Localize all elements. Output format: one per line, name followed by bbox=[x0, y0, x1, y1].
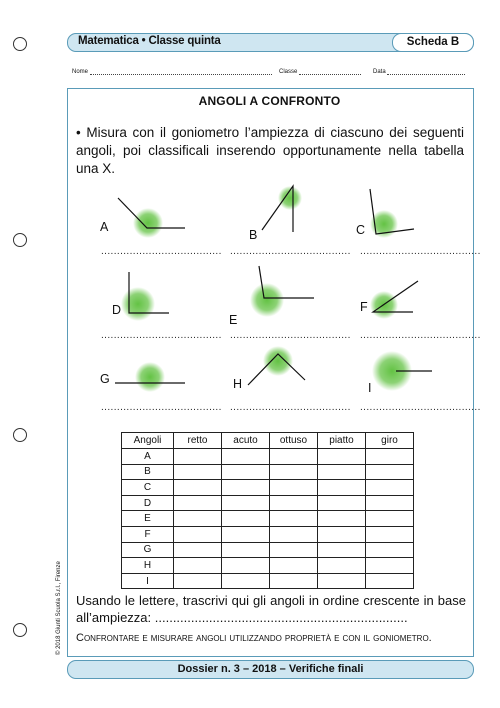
answer-cell[interactable] bbox=[174, 573, 222, 589]
answer-cell[interactable] bbox=[366, 542, 414, 558]
answer-cell[interactable] bbox=[318, 480, 366, 496]
angle-label: I bbox=[368, 381, 372, 395]
angle-h bbox=[248, 346, 305, 385]
answer-cell[interactable] bbox=[174, 480, 222, 496]
column-header: giro bbox=[366, 433, 414, 449]
table-row bbox=[122, 526, 414, 542]
answer-cell[interactable] bbox=[174, 464, 222, 480]
answer-cell[interactable] bbox=[366, 464, 414, 480]
instruction-text: • Misura con il goniometro l’ampiezza di ciascuno dei seguenti angoli, poi classificali inserendo opportunamente nella tabella una X. bbox=[76, 125, 464, 176]
row-label: G bbox=[122, 542, 174, 558]
table-row bbox=[122, 495, 414, 511]
table-row bbox=[122, 464, 414, 480]
angle-g bbox=[115, 362, 185, 392]
column-header: piatto bbox=[318, 433, 366, 449]
answer-cell[interactable] bbox=[270, 542, 318, 558]
nome-label: Nome bbox=[72, 69, 89, 75]
angle-a bbox=[118, 198, 185, 238]
answer-cell[interactable] bbox=[270, 558, 318, 574]
answer-cell[interactable] bbox=[222, 464, 270, 480]
data-label: Data bbox=[373, 69, 386, 75]
table-row bbox=[122, 542, 414, 558]
row-label: B bbox=[122, 464, 174, 480]
answer-cell[interactable] bbox=[270, 449, 318, 465]
angle-d bbox=[121, 272, 169, 321]
page-title: ANGOLI A CONFRONTO bbox=[198, 94, 341, 108]
row-label: E bbox=[122, 511, 174, 527]
answer-cell[interactable] bbox=[222, 573, 270, 589]
column-header: ottuso bbox=[270, 433, 318, 449]
table-header-row bbox=[122, 433, 414, 449]
copyright-text: © 2018 Giunti Scuola S.r.l., Firenze bbox=[56, 561, 62, 655]
angle-e bbox=[250, 266, 314, 317]
angle-f bbox=[370, 281, 418, 319]
answer-cell[interactable] bbox=[318, 542, 366, 558]
answer-cell[interactable] bbox=[366, 495, 414, 511]
answer-cell[interactable] bbox=[270, 495, 318, 511]
table-row bbox=[122, 480, 414, 496]
answer-cell[interactable] bbox=[366, 449, 414, 465]
scheda-label: Scheda B bbox=[392, 33, 474, 52]
answer-cell[interactable] bbox=[270, 573, 318, 589]
angle-label: C bbox=[356, 223, 366, 237]
answer-line[interactable]: ...................................... bbox=[230, 246, 351, 257]
row-label: F bbox=[122, 526, 174, 542]
answer-line[interactable]: ...................................... bbox=[101, 330, 222, 341]
angle-label: A bbox=[100, 220, 109, 234]
answer-cell[interactable] bbox=[174, 542, 222, 558]
angle-label: F bbox=[360, 300, 368, 314]
answer-cell[interactable] bbox=[318, 511, 366, 527]
answer-line[interactable]: ...................................... bbox=[360, 330, 481, 341]
answer-cell[interactable] bbox=[174, 449, 222, 465]
table-row bbox=[122, 558, 414, 574]
subject-label: Matematica • Classe quinta bbox=[78, 35, 221, 47]
table-row bbox=[122, 449, 414, 465]
answer-cell[interactable] bbox=[366, 558, 414, 574]
answer-cell[interactable] bbox=[174, 495, 222, 511]
answer-cell[interactable] bbox=[270, 511, 318, 527]
answer-cell[interactable] bbox=[366, 480, 414, 496]
angle-i bbox=[372, 351, 432, 391]
answer-cell[interactable] bbox=[222, 558, 270, 574]
answer-line[interactable]: ...................................... bbox=[101, 402, 222, 413]
angle-label: H bbox=[233, 377, 243, 391]
answer-cell[interactable] bbox=[174, 526, 222, 542]
answer-cell[interactable] bbox=[366, 526, 414, 542]
answer-cell[interactable] bbox=[222, 542, 270, 558]
answer-line[interactable]: ...................................... bbox=[230, 330, 351, 341]
column-header: acuto bbox=[222, 433, 270, 449]
row-label: C bbox=[122, 480, 174, 496]
order-instruction: Usando le lettere, trascrivi qui gli angoli in ordine crescente in base all’ampiezza: ...................................................................... bbox=[76, 593, 466, 625]
angle-c bbox=[370, 189, 414, 238]
row-label: A bbox=[122, 449, 174, 465]
answer-cell[interactable] bbox=[270, 480, 318, 496]
answer-cell[interactable] bbox=[318, 526, 366, 542]
classe-label: Classe bbox=[279, 69, 298, 75]
answer-cell[interactable] bbox=[222, 526, 270, 542]
answer-line[interactable]: ...................................... bbox=[360, 402, 481, 413]
row-label: D bbox=[122, 495, 174, 511]
answer-cell[interactable] bbox=[366, 573, 414, 589]
row-label: H bbox=[122, 558, 174, 574]
angle-label: D bbox=[112, 303, 122, 317]
answer-cell[interactable] bbox=[174, 558, 222, 574]
angle-b bbox=[262, 186, 302, 232]
row-label: I bbox=[122, 573, 174, 589]
column-header: retto bbox=[174, 433, 222, 449]
learning-objective: Confrontare e misurare angoli utilizzando proprietà e con il goniometro. bbox=[76, 632, 432, 644]
answer-cell[interactable] bbox=[318, 495, 366, 511]
answer-cell[interactable] bbox=[222, 449, 270, 465]
classification-table bbox=[121, 432, 414, 589]
footer-bar: Dossier n. 3 – 2018 – Verifiche finali bbox=[67, 660, 474, 679]
answer-cell[interactable] bbox=[270, 464, 318, 480]
answer-cell[interactable] bbox=[222, 511, 270, 527]
table-row bbox=[122, 573, 414, 589]
answer-cell[interactable] bbox=[222, 495, 270, 511]
angle-label: B bbox=[249, 228, 258, 242]
answer-cell[interactable] bbox=[270, 526, 318, 542]
answer-line[interactable]: ...................................... bbox=[360, 246, 481, 257]
answer-line[interactable]: ...................................... bbox=[230, 402, 351, 413]
answer-cell[interactable] bbox=[318, 449, 366, 465]
answer-line[interactable]: ...................................... bbox=[101, 246, 222, 257]
angle-label: E bbox=[229, 313, 238, 327]
answer-cell[interactable] bbox=[366, 511, 414, 527]
answer-cell[interactable] bbox=[222, 480, 270, 496]
answer-cell[interactable] bbox=[318, 558, 366, 574]
column-header: Angoli bbox=[122, 433, 174, 449]
table-row bbox=[122, 511, 414, 527]
angle-label: G bbox=[100, 372, 110, 386]
answer-cell[interactable] bbox=[318, 464, 366, 480]
answer-cell[interactable] bbox=[318, 573, 366, 589]
answer-cell[interactable] bbox=[174, 511, 222, 527]
